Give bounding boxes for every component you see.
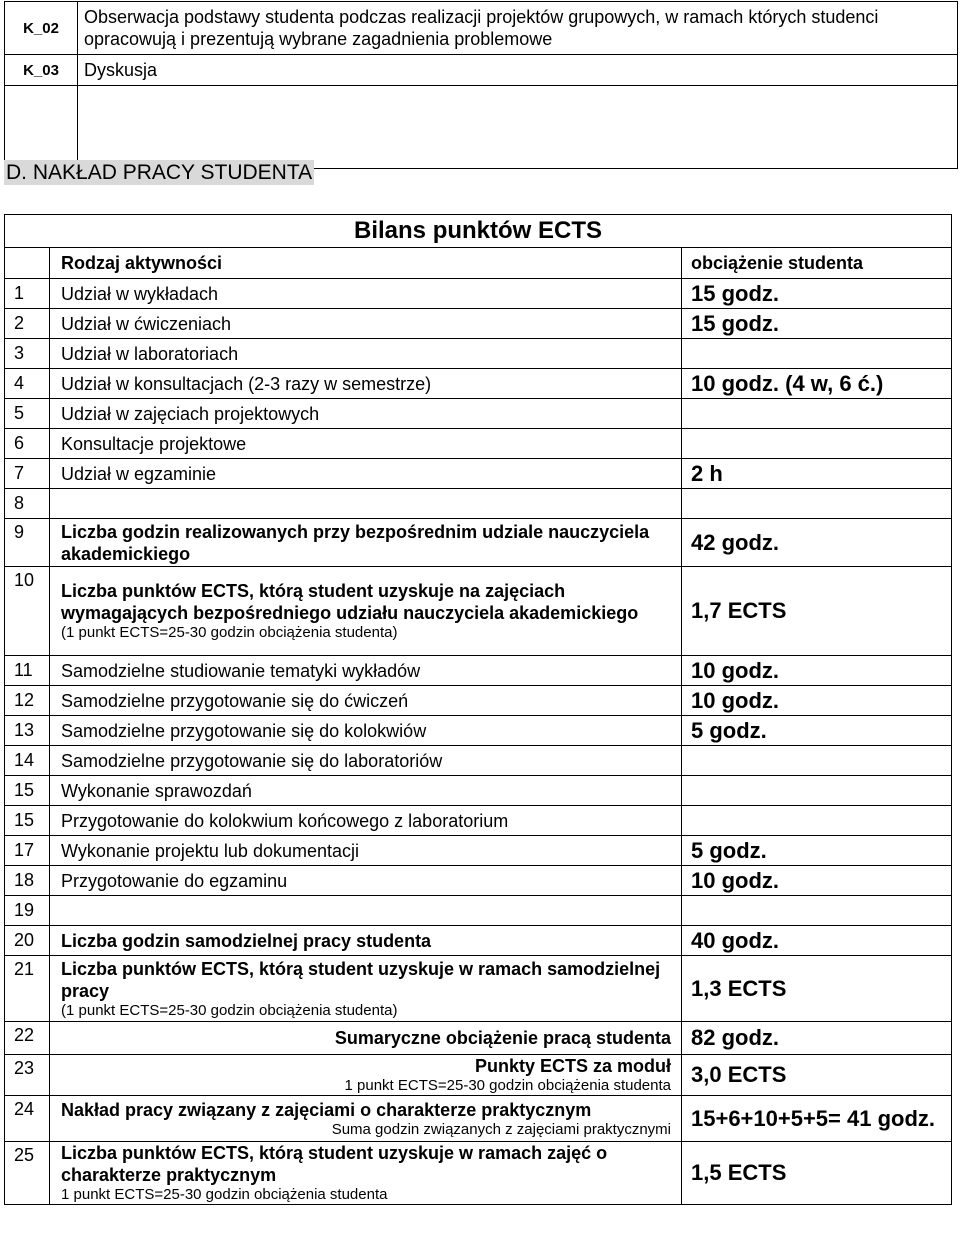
- row-value: 2 h: [682, 459, 952, 489]
- row-activity: Wykonanie sprawozdań: [61, 780, 252, 801]
- table-row: [5, 836, 952, 866]
- row-activity: Udział w egzaminie: [61, 463, 217, 484]
- row-number: 15: [5, 776, 50, 806]
- row-activity: Liczba punktów ECTS, którą student uzyskuje w ramach zajęć o charakterze praktycznym: [61, 1143, 608, 1185]
- row-value: [682, 489, 952, 519]
- row-value: 40 godz.: [682, 926, 952, 956]
- row-activity-cell: [50, 776, 682, 806]
- table-row: [5, 1096, 952, 1142]
- row-value: 3,0 ECTS: [682, 1055, 952, 1096]
- row-value: 42 godz.: [682, 519, 952, 567]
- row-number: 13: [5, 716, 50, 746]
- row-value: 15+6+10+5+5= 41 godz.: [682, 1096, 952, 1142]
- row-value: 82 godz.: [682, 1022, 952, 1055]
- row-value: [682, 746, 952, 776]
- row-value: [682, 339, 952, 369]
- row-activity: Liczba godzin realizowanych przy bezpośrednim udziale nauczyciela akademickiego: [61, 521, 650, 564]
- row-activity-cell: [50, 519, 682, 567]
- row-number: 2: [5, 309, 50, 339]
- table-row: [5, 399, 952, 429]
- table-row: [5, 806, 952, 836]
- row-number: 14: [5, 746, 50, 776]
- ects-balance-table: [4, 214, 952, 1205]
- row-activity-cell: [50, 1142, 682, 1205]
- row-activity: Samodzielne przygotowanie się do laboratoriów: [61, 750, 443, 771]
- row-value: 10 godz.: [682, 686, 952, 716]
- learning-outcomes-table: [4, 1, 958, 169]
- table-row: [5, 489, 952, 519]
- row-activity-cell: [50, 656, 682, 686]
- row-activity-cell: [50, 489, 682, 519]
- row-value: [682, 429, 952, 459]
- row-activity: Sumaryczne obciążenie pracą studenta: [334, 1028, 671, 1048]
- row-value: 15 godz.: [682, 279, 952, 309]
- header-activity: Rodzaj aktywności: [50, 248, 682, 279]
- row-activity-cell: [50, 896, 682, 926]
- row-number: 17: [5, 836, 50, 866]
- table-row: [5, 926, 952, 956]
- row-value: 5 godz.: [682, 836, 952, 866]
- row-activity-cell: [50, 956, 682, 1022]
- table-row: [5, 519, 952, 567]
- row-note: 1 punkt ECTS=25-30 godzin obciążenia studenta: [61, 1186, 388, 1203]
- row-value: [682, 776, 952, 806]
- row-number: 11: [5, 656, 50, 686]
- outcome-method: Obserwacja podstawy studenta podczas realizacji projektów grupowych, w ramach których studenci opracowują i prezentują wybrane zagadnienia problemowe: [78, 2, 958, 55]
- row-value: 10 godz.: [682, 866, 952, 896]
- table-row: [5, 1022, 952, 1055]
- table-row: [5, 279, 952, 309]
- outcome-code: K_03: [5, 55, 78, 86]
- row-activity: Liczba punktów ECTS, którą student uzyskuje na zajęciach wymagających bezpośredniego udziału nauczyciela akademickiego: [61, 581, 639, 623]
- row-activity: Udział w ćwiczeniach: [61, 313, 232, 334]
- row-activity-cell: [50, 369, 682, 399]
- section-title: D. NAKŁAD PRACY STUDENTA: [6, 161, 313, 184]
- row-activity: Liczba punktów ECTS, którą student uzyskuje w ramach samodzielnej pracy: [61, 958, 661, 1001]
- row-number: 7: [5, 459, 50, 489]
- table-row: [5, 429, 952, 459]
- row-number: 8: [5, 489, 50, 519]
- row-activity: Samodzielne przygotowanie się do ćwiczeń: [61, 690, 409, 711]
- row-number: 20: [5, 926, 50, 956]
- row-number: 24: [5, 1096, 50, 1142]
- outcome-method: [78, 86, 958, 169]
- row-activity-cell: [50, 866, 682, 896]
- row-activity: Udział w wykładach: [61, 283, 219, 304]
- row-activity-cell: [50, 399, 682, 429]
- table-row: [5, 656, 952, 686]
- table-row: [5, 956, 952, 1022]
- row-value: 5 godz.: [682, 716, 952, 746]
- row-number: 25: [5, 1142, 50, 1205]
- table-row: [5, 746, 952, 776]
- table-row: [5, 866, 952, 896]
- row-number: 19: [5, 896, 50, 926]
- table-header-row: [5, 248, 952, 279]
- row-activity-cell: [50, 836, 682, 866]
- row-activity-cell: [50, 309, 682, 339]
- row-activity-cell: [50, 1096, 682, 1142]
- row-activity: Samodzielne przygotowanie się do kolokwiów: [61, 720, 427, 741]
- row-number: 1: [5, 279, 50, 309]
- row-activity-cell: [50, 567, 682, 656]
- table-row: [5, 776, 952, 806]
- row-activity-cell: [50, 459, 682, 489]
- row-activity-cell: [50, 1055, 682, 1096]
- table-row: [5, 369, 952, 399]
- row-number: 5: [5, 399, 50, 429]
- row-value: 1,3 ECTS: [682, 956, 952, 1022]
- row-activity: Udział w zajęciach projektowych: [61, 403, 320, 424]
- outcome-method: Dyskusja: [78, 55, 958, 86]
- outcome-row: [5, 55, 958, 86]
- outcome-code: [5, 86, 78, 169]
- row-value: 15 godz.: [682, 309, 952, 339]
- row-number: 23: [5, 1055, 50, 1096]
- outcome-row: [5, 86, 958, 169]
- table-row: [5, 686, 952, 716]
- row-activity: Samodzielne studiowanie tematyki wykładów: [61, 660, 421, 681]
- table-row: [5, 339, 952, 369]
- header-load: obciążenie studenta: [682, 248, 952, 279]
- row-activity: Wykonanie projektu lub dokumentacji: [61, 840, 360, 861]
- table-row: [5, 459, 952, 489]
- row-value: [682, 806, 952, 836]
- row-value: [682, 896, 952, 926]
- row-value: 10 godz.: [682, 656, 952, 686]
- table-row: [5, 309, 952, 339]
- header-number: [5, 248, 50, 279]
- row-value: 1,5 ECTS: [682, 1142, 952, 1205]
- table-row: [5, 567, 952, 656]
- row-activity: Udział w konsultacjach (2-3 razy w semestrze): [61, 373, 432, 394]
- row-note: (1 punkt ECTS=25-30 godzin obciążenia studenta): [61, 624, 398, 641]
- outcome-code: K_02: [5, 2, 78, 55]
- row-activity: Liczba godzin samodzielnej pracy studenta: [61, 930, 432, 951]
- row-activity-cell: [50, 429, 682, 459]
- row-number: 10: [5, 567, 50, 656]
- row-note: Suma godzin związanych z zajęciami praktycznymi: [331, 1120, 671, 1138]
- row-number: 4: [5, 369, 50, 399]
- table-title: Bilans punktów ECTS: [5, 215, 952, 248]
- table-row: [5, 1142, 952, 1205]
- table-title-row: [5, 215, 952, 248]
- row-activity-cell: [50, 339, 682, 369]
- row-value: 1,7 ECTS: [682, 567, 952, 656]
- row-number: 6: [5, 429, 50, 459]
- row-number: 15: [5, 806, 50, 836]
- row-activity: Udział w laboratoriach: [61, 343, 239, 364]
- row-number: 22: [5, 1022, 50, 1055]
- row-activity: Przygotowanie do kolokwium końcowego z laboratorium: [61, 810, 509, 831]
- row-number: 21: [5, 956, 50, 1022]
- row-activity: Nakład pracy związany z zajęciami o charakterze praktycznym: [61, 1099, 592, 1120]
- table-row: [5, 716, 952, 746]
- row-activity-cell: [50, 716, 682, 746]
- row-note: 1 punkt ECTS=25-30 godzin obciążenia studenta: [344, 1077, 671, 1094]
- outcome-row: [5, 2, 958, 55]
- row-number: 9: [5, 519, 50, 567]
- row-number: 18: [5, 866, 50, 896]
- row-activity: Punkty ECTS za moduł: [474, 1056, 671, 1076]
- row-number: 12: [5, 686, 50, 716]
- row-activity-cell: [50, 926, 682, 956]
- row-value: 10 godz. (4 w, 6 ć.): [682, 369, 952, 399]
- row-value: [682, 399, 952, 429]
- row-activity: Konsultacje projektowe: [61, 433, 247, 454]
- row-activity-cell: [50, 279, 682, 309]
- row-activity-cell: [50, 686, 682, 716]
- row-activity-cell: [50, 746, 682, 776]
- row-note: (1 punkt ECTS=25-30 godzin obciążenia studenta): [61, 1001, 398, 1019]
- row-activity: Przygotowanie do egzaminu: [61, 870, 288, 891]
- table-row: [5, 1055, 952, 1096]
- row-activity-cell: [50, 806, 682, 836]
- row-number: 3: [5, 339, 50, 369]
- table-row: [5, 896, 952, 926]
- row-activity-cell: [50, 1022, 682, 1055]
